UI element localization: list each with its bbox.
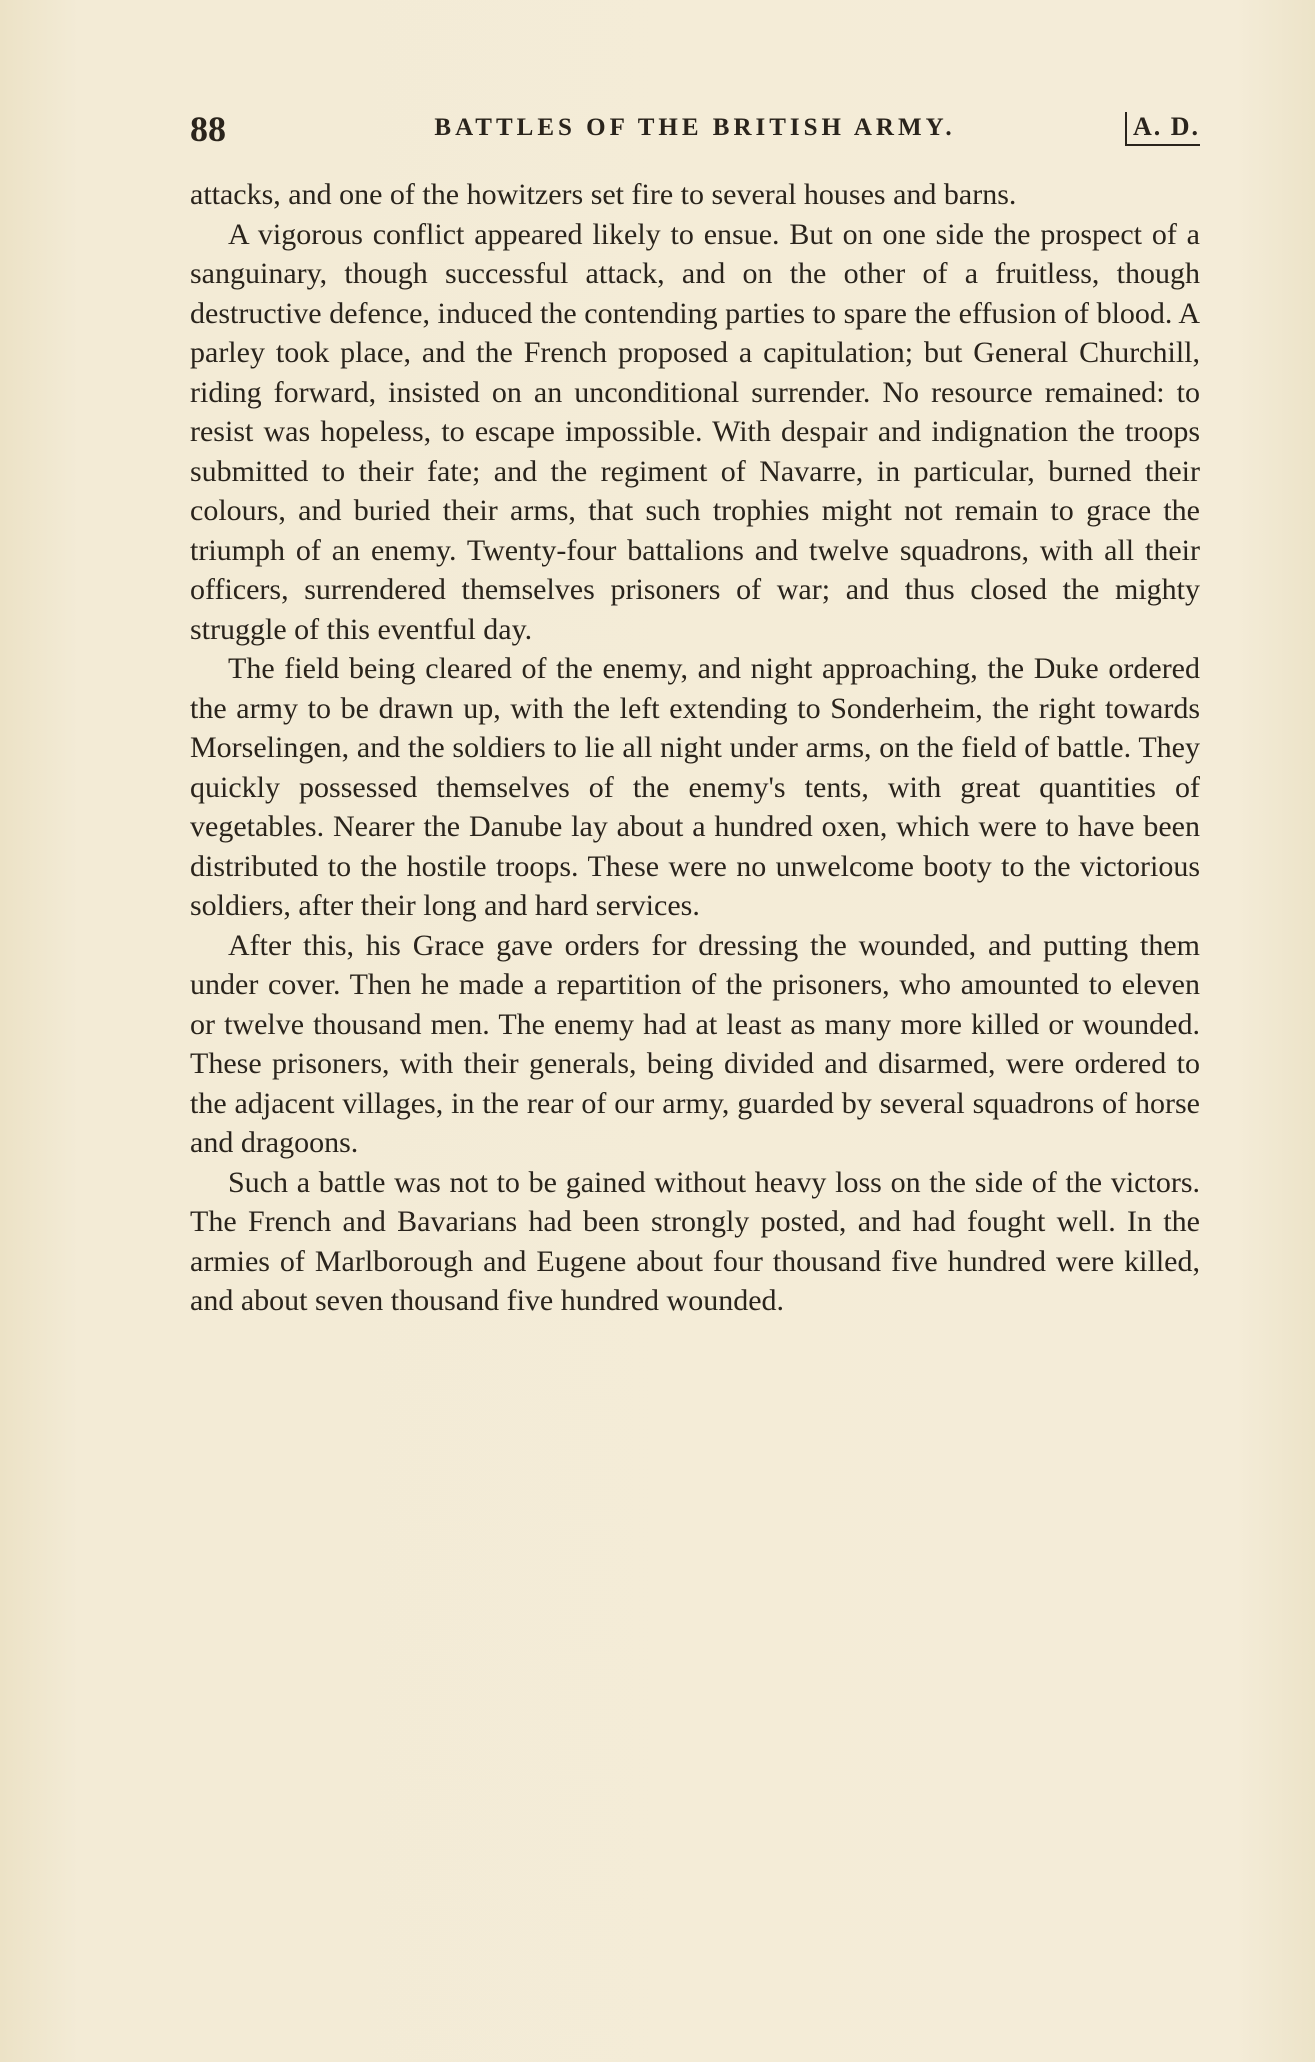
page-header <box>190 108 1200 152</box>
paragraph: The field being cleared of the enemy, and night approaching, the Duke ordered the army to be drawn up, with the left extending to Sonderheim, the right towards Morselingen, and the soldiers to lie all night under arms, on the field of battle. They quickly possessed themselves of the enemy's tents, with great quantities of vegetables. Nearer the Danube lay about a hundred oxen, which were to have been distributed to the hostile troops. These were no unwelcome booty to the victorious soldiers, after their long and hard services. <box>190 652 1200 922</box>
paragraph: After this, his Grace gave orders for dressing the wounded, and putting them under cover. Then he made a repartition of the prisoners, who amounted to eleven or twelve thousand men. The enemy had at least as many more killed or wounded. These prisoners, with their generals, being divided and disarmed, were ordered to the adjacent villages, in the rear of our army, guarded by several squadrons of horse and dragoons. <box>190 928 1200 1159</box>
body-text <box>190 175 1200 1321</box>
page-number: 88 <box>190 109 226 149</box>
paragraph: attacks, and one of the howitzers set fire to several houses and barns. <box>190 178 1017 211</box>
era-marker: A. D. <box>1125 112 1200 146</box>
paragraph: Such a battle was not to be gained without heavy loss on the side of the victors. The French and Bavarians had been strongly posted, and had fought well. In the armies of Marlborough and Eugene about four thousand five hundred were killed, and about seven thousand five hundred wounded. <box>190 1165 1200 1317</box>
running-head: BATTLES OF THE BRITISH ARMY. <box>434 114 956 141</box>
paragraph: A vigorous conflict appeared likely to ensue. But on one side the prospect of a sanguinary, though successful attack, and on the other of a fruitless, though destructive defence, induced the contending parties to spare the effusion of blood. A parley took place, and the French proposed a capitulation; but General Churchill, riding forward, insisted on an unconditional surrender. No resource remained: to resist was hopeless, to escape impossible. With despair and indignation the troops submitted to their fate; and the regiment of Navarre, in particular, burned their colours, and buried their arms, that such trophies might not remain to grace the triumph of an enemy. Twenty-four battalions and twelve squadrons, with all their officers, surrendered themselves prisoners of war; and thus closed the mighty struggle of this eventful day. <box>190 217 1200 646</box>
